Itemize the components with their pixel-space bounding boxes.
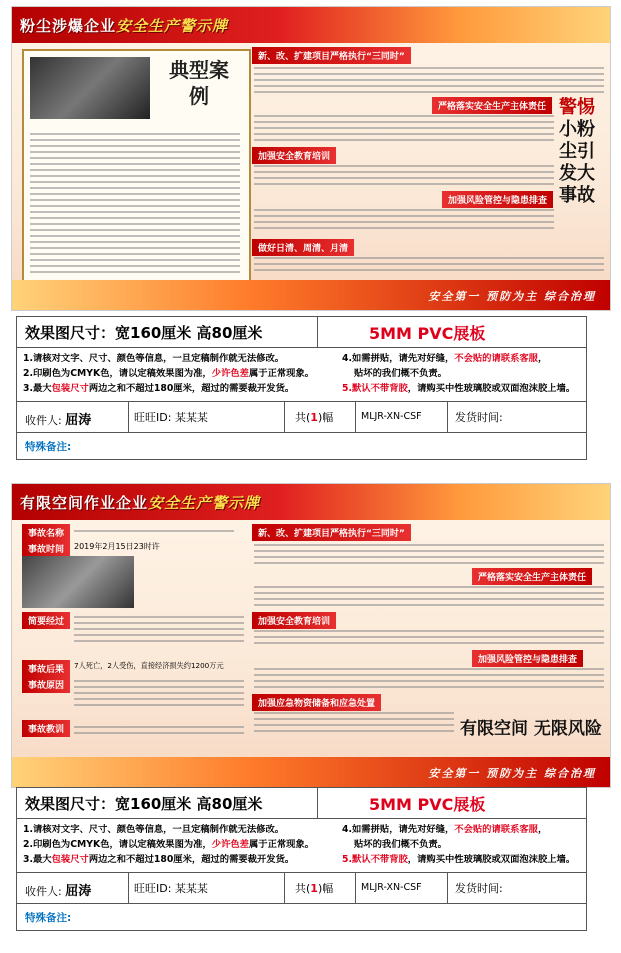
case-photo: [30, 57, 150, 119]
section-text: [254, 161, 554, 189]
recipient: 收件人: 屈涛: [25, 884, 92, 899]
order-code: MLJR-XN-CSF: [361, 882, 422, 893]
section-text: [254, 540, 604, 568]
notes-right: 4.如需拼贴，请先对好缝，不会贴的请联系客服， 贴坏的我们概不负责。 5.默认不带背胶，请购买中性玻璃胶或双面泡沫胶上墙。: [342, 824, 576, 865]
case-date: 2019年2月15日23时许: [74, 542, 160, 551]
case-photo: [22, 556, 134, 608]
divider: [128, 402, 129, 432]
section-heading: 严格落实安全生产主体责任: [432, 97, 552, 114]
ship-time: 发货时间:: [455, 882, 503, 895]
divider: [355, 402, 356, 432]
special-remark: 特殊备注:: [25, 441, 72, 453]
section-text: [254, 582, 604, 610]
spec-box: [16, 316, 587, 460]
case-label: 简要经过: [22, 612, 70, 629]
divider: [284, 402, 285, 432]
poster-slogan: 安全第一 预防为主 综合治理: [428, 767, 596, 780]
size-label: 效果图尺寸：宽160厘米 高80厘米: [25, 324, 263, 342]
typical-case-heading: 典型案例: [169, 58, 229, 108]
spec-box: [16, 787, 587, 931]
notes-right: 4.如需拼贴，请先对好缝，不会贴的请联系客服， 贴坏的我们概不负责。 5.默认不带背胶，请购买中性玻璃胶或双面泡沫胶上墙。: [342, 353, 576, 394]
divider: [447, 873, 448, 903]
poster-title: 有限空间作业企业安全生产警示牌: [20, 494, 261, 512]
wangwang-id: 旺旺ID: 某某某: [134, 882, 208, 895]
case-text: [74, 612, 244, 646]
section-text: [254, 205, 554, 233]
poster-slogan: 安全第一 预防为主 综合治理: [428, 290, 596, 303]
wangwang-id: 旺旺ID: 某某某: [134, 411, 208, 424]
material-label: 5MM PVC展板: [369, 795, 486, 814]
case-result: 7人死亡，2人受伤，直接经济损失约1200万元: [74, 661, 224, 670]
spec-header-row: [17, 317, 586, 348]
poster-dust-explosion: [11, 6, 611, 311]
order-info-row: [17, 872, 586, 904]
divider: [284, 873, 285, 903]
section-text: [254, 253, 604, 275]
divider: [447, 402, 448, 432]
case-label: 事故名称: [22, 524, 70, 541]
section-text: [254, 111, 554, 145]
case-text: [74, 676, 244, 710]
notes-left: 1.请核对文字、尺寸、颜色等信息，一旦定稿制作就无法修改。 2.印刷色为CMYK色，请以定稿效果图为准，少许色差属于正常现象。 3.最大包装尺寸两边之和不超过180厘米，超过的需要裁开发货。: [23, 353, 315, 394]
material-label: 5MM PVC展板: [369, 324, 486, 343]
divider: [355, 873, 356, 903]
case-text: [74, 722, 244, 738]
section-text: [254, 708, 454, 736]
warning-vertical-text: 警惕 小粉尘引发大事故: [559, 97, 595, 206]
divider: [128, 873, 129, 903]
section-heading: 加强安全教育培训: [252, 612, 336, 629]
spec-header-row: [17, 788, 586, 819]
section-text: [254, 664, 604, 692]
section-heading: 加强风险管控与隐患排查: [442, 191, 553, 208]
case-panel: [22, 49, 251, 293]
section-text: [254, 626, 604, 648]
case-label: 事故教训: [22, 720, 70, 737]
section-heading: 严格落实安全生产主体责任: [472, 568, 592, 585]
section-heading: 新、改、扩建项目严格执行“三同时”: [252, 524, 411, 541]
section-heading: 加强风险管控与隐患排查: [472, 650, 583, 667]
recipient: 收件人: 屈涛: [25, 413, 92, 428]
panel-count: 共(1)幅: [295, 411, 334, 424]
section-heading: 加强应急物资储备和应急处置: [252, 694, 381, 711]
size-label: 效果图尺寸：宽160厘米 高80厘米: [25, 795, 263, 813]
order-info-row: [17, 401, 586, 433]
section-heading: 做好日清、周清、月清: [252, 239, 354, 256]
divider: [317, 317, 318, 347]
case-text: [74, 526, 234, 536]
ship-time: 发货时间:: [455, 411, 503, 424]
section-heading: 新、改、扩建项目严格执行“三同时”: [252, 47, 411, 64]
case-label: 事故原因: [22, 676, 70, 693]
order-code: MLJR-XN-CSF: [361, 411, 422, 422]
poster-confined-space: [11, 483, 611, 788]
special-remark: 特殊备注:: [25, 912, 72, 924]
case-text-block: [30, 129, 240, 277]
brush-slogan: 有限空间 无限风险: [460, 719, 602, 739]
case-label: 事故后果: [22, 660, 70, 677]
case-label: 事故时间: [22, 540, 70, 557]
panel-count: 共(1)幅: [295, 882, 334, 895]
section-heading: 加强安全教育培训: [252, 147, 336, 164]
divider: [317, 788, 318, 818]
notes-left: 1.请核对文字、尺寸、颜色等信息，一旦定稿制作就无法修改。 2.印刷色为CMYK色，请以定稿效果图为准，少许色差属于正常现象。 3.最大包装尺寸两边之和不超过180厘米，超过的需要裁开发货。: [23, 824, 315, 865]
poster-title: 粉尘涉爆企业安全生产警示牌: [20, 17, 229, 35]
section-text: [254, 63, 604, 97]
